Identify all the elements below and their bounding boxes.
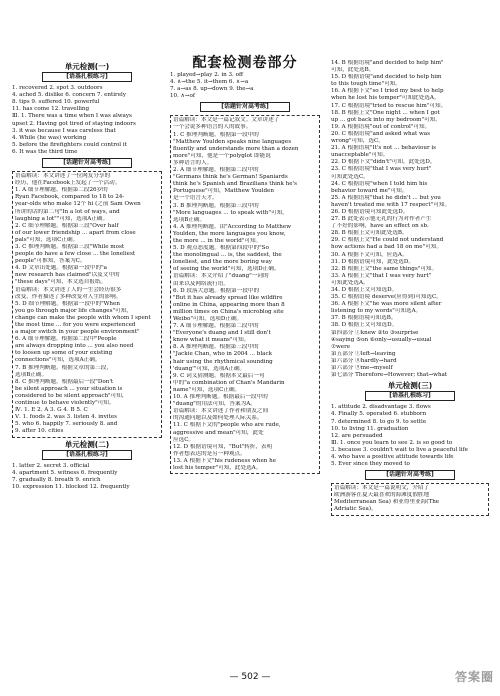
text-line: 26. D 根据语境可知此处选D。 [331, 208, 409, 215]
text-line: up ... got back into my bedroom"可知。 [331, 116, 441, 123]
section-header-vocab: [语基扎根练习] [42, 72, 132, 82]
section-header-vocab-3: [语基扎根练习] [365, 391, 455, 401]
text-line: Ⅳ. 1. E 2. A 3. G 4. B 5. C [15, 407, 88, 414]
text-line: 29. C 根据上文"He could not understand [331, 237, 444, 244]
text-line: 2. C 细节理解题。根据第三段"Over half [15, 222, 119, 229]
section-header-practice: [话题针对高考练] [42, 158, 132, 168]
text-line: 10. A 推理判断题。根据最后一段中的 [173, 394, 268, 401]
text-line: "Everyone's duang and I still don't [173, 330, 271, 337]
text-line: online in China, appearing more than 8 [173, 301, 285, 308]
text-line: haven't treated me with 17 respect"可知。 [331, 201, 451, 208]
text-line: 经历，他在Facebook上发起了一个活动。 [15, 180, 121, 187]
text-line: 8. C 推理判断题。根据最后一段"Don't [15, 378, 114, 385]
text-line: aggressive and mean"可知，此处 [173, 429, 264, 436]
text-line: 31. D 根据语境可知，此处选D。 [331, 258, 414, 265]
text-line: Ⅲ. 1. once you learn to see 2. is so good to [331, 439, 453, 446]
text-line: 语篇解读：本文讲述了作者和朋友之间 [173, 408, 269, 415]
text-line: the most time ... for you were experienced [15, 322, 136, 328]
text-line: new research has claimed"以及文中的 [15, 272, 120, 279]
text-line: 'duang'"可知，选项A正确。 [173, 365, 246, 372]
text-line: 可知此处选C。 [331, 173, 369, 180]
vocab-block-1 [12, 85, 162, 156]
text-line: 8. tips 9. suffered 10. powerful [12, 99, 100, 106]
text-line: upset 2. Having got tired of staying indoors [12, 120, 136, 127]
text-line: 32. B 根据上文"the same things"可知。 [331, 265, 438, 272]
text-line: 19. A 根据语境"out of control"可知。 [331, 123, 431, 130]
text-line: 1. attitude 2. disadvantage 3. flows [331, 404, 431, 411]
text-line: 24. C 根据语境"when I told him his [331, 180, 428, 187]
unit-title-2: 单元检测(二) [64, 439, 110, 449]
passage-block-1 [12, 171, 162, 437]
text-line: 7. gradually 8. breath 9. enrich [12, 476, 101, 483]
text-line: are always dropping into ... you also need [15, 343, 134, 350]
text-line: be silent approach ... your situation is [15, 385, 123, 392]
text-line: 36. A 根据下文"he was more silent after [331, 301, 442, 308]
text-line: 20. C 根据语境"and asked what was [331, 130, 430, 137]
text-line: think he's Spanish and Brazilians think he's [173, 181, 297, 188]
text-line: Mediterranean Sea) 和亚得里亚海(The [334, 499, 440, 506]
text-line: 选项B正确。 [15, 371, 48, 378]
text-line: 22. D 根据下文"didn't"可知，此处选D。 [331, 159, 436, 166]
text-line: "But it has already spread like wildfire [173, 294, 283, 301]
text-line: 10. expression 11. blocked 12. frequently [12, 483, 130, 490]
text-line: unacceptable"可知。 [331, 152, 389, 159]
text-line: 4. who have a positive attitude towards life [331, 453, 454, 460]
text-line: 1. recovered 2. spot 3. outdoors [12, 85, 103, 92]
text-line: 的沟通问题以及如何处理人际关系。 [173, 415, 263, 422]
text-line: Weibo"可知，选项D正确。 [173, 316, 243, 322]
text-line: change can make the people with whom I spent [15, 314, 151, 321]
text-line: 4. apartment 5. witness 6. frequently [12, 469, 118, 476]
text-line: 第七部分 Therefore→However; that→what [331, 372, 448, 379]
text-line: 33. A 根据上文"that I was very hurt" [331, 272, 432, 279]
text-line: 了不好的影响，have an effect on sb. [331, 223, 429, 230]
text-line: 语篇解读：本文介绍了"duang"一词的 [173, 273, 269, 280]
section-header-practice-mid: [话题针对高考练] [200, 102, 290, 112]
text-line: the more ... in the world"可知。 [173, 237, 262, 244]
text-line: 35. C 根据语境 deserve(应得到)可知选C。 [331, 294, 442, 301]
text-line: 5. who 6. happily 7. seriously 8. and [15, 421, 118, 428]
text-line: Youlden, the more languages you know, [173, 230, 286, 237]
text-line: 5. D 细节理解题。根据第一段中的"When [15, 300, 120, 307]
text-line: 是一个语言天才。 [173, 195, 218, 202]
text-line: 7. A 细节理解题。根据第二段中的 [173, 323, 259, 330]
text-line: 4. ∧→the 5. it→them 6. ∧→a [170, 79, 249, 86]
text-line: Portuguese"可知，Matthew Youlden [173, 188, 274, 195]
text-line: Adriatic Sea)。 [334, 506, 377, 513]
text-line: 1. latter 2. secret 3. official [12, 462, 90, 469]
text-line: 9. C 词义猜测题。根据本文最后一句 [173, 372, 265, 379]
text-line: considered to be silent approach"可知， [15, 392, 128, 399]
text-line: you go through major life changes"可知， [15, 307, 132, 314]
text-line: know what it means"可知。 [173, 337, 250, 344]
text-line: lost his temper"可知，此处选A。 [173, 464, 262, 471]
text-line: 6. It was the third time [12, 148, 78, 155]
text-line: "these days"可知，本文选自报纸。 [15, 279, 107, 286]
page-number: — 502 — [229, 672, 271, 682]
text-line: 1. C 推理判断题。根据第一段中的 [173, 131, 259, 138]
text-line: pals"可知，选项C正确。 [15, 236, 79, 243]
text-line: "duang"的用法可知，答案为A。 [173, 401, 256, 408]
text-line: "Germans think he's German! Spaniards [173, 174, 288, 181]
text-line: 欧洲游客在夏天最喜欢的海滩度假胜地 [334, 492, 430, 499]
text-line: name"可知，选项C正确。 [173, 386, 241, 393]
right-top-block [331, 60, 489, 379]
text-line: 5. Ever since they moved to [331, 461, 410, 468]
text-line: 3. B 推理判断题。根据第三段中的 [173, 202, 259, 209]
text-line: laughing a lot""可知，选项A正确。 [15, 215, 109, 222]
text-line: 7. B 推理判断题。根据文章的第三段， [15, 364, 112, 371]
text-line: 6. D 段落大意题。根据第一段中的 [173, 287, 260, 294]
text-line: of seeing the world"可知，选项D正确。 [173, 266, 280, 273]
text-line: 23. C 根据语境"that I was very hurt" [331, 166, 432, 173]
text-line: 30. A 根据下文可知，应选A。 [331, 251, 408, 258]
text-line: 27. B 此处表示他无礼的行为对作者产生 [331, 216, 432, 223]
text-line: loneliest, and the more boring way [173, 259, 272, 266]
text-line: 可知此处选A。 [331, 279, 369, 286]
text-line: 5. D 观点态度题。根据第四段中的"So [173, 245, 269, 252]
text-line: of our lower friendship ... apart from close [15, 229, 136, 236]
text-line: 37. B 根据语境可知选B。 [331, 315, 397, 322]
passage-block-mid [170, 115, 320, 474]
text-line: 语篇解读：本文是一篇记叙文。文章讲述了 [173, 117, 280, 124]
text-line: 多种语言的人。 [173, 159, 213, 166]
text-line: "Jackie Chan, who in 2004 ... black [173, 351, 272, 358]
text-line: 第五部分 ①left→leaving [331, 350, 396, 357]
text-line: Ⅲ. 1. There was a time when I was always [12, 113, 132, 120]
column-middle [170, 72, 320, 668]
column-left [12, 60, 162, 668]
text-line: 28. B 根据上文可知此处选B。 [331, 230, 408, 237]
text-line: "More languages ... to speak with"可知， [173, 209, 288, 216]
text-line: 所讲的话的第二句"In a lot of ways, and [15, 208, 120, 215]
unit-title-3: 单元检测(三) [387, 381, 433, 391]
text-line: 改变，作者描述了多种改变对人生的影响。 [15, 293, 122, 300]
text-line: "Matthew Youlden speaks nine languages [173, 138, 292, 145]
text-line: 3. it was because I was careless that [12, 127, 116, 134]
text-line: 13. A 根据下文"his rudeness when he [173, 457, 277, 464]
text-line: listening to my words"可知选A。 [331, 308, 422, 315]
text-line: 7. a→as 8. up→down 9. the→a [170, 86, 254, 93]
text-line: 3. because 3. couldn't wait to live a peaceful life [331, 446, 468, 453]
text-line: 中的"a combination of Chan's Mandarin [173, 379, 285, 386]
text-line: to this tough time"可知。 [331, 81, 401, 88]
text-line: 语篇解读：本文是一篇说明文，介绍了 [334, 485, 430, 492]
text-line: Ⅴ. 1. foods 2. was 3. listen 4. invites [15, 414, 118, 421]
text-line: 11. C 根据下文的"people who are rude, [173, 422, 281, 429]
column-right [331, 60, 489, 668]
text-line: 21. A 根据语境"It's not ... behaviour is [331, 145, 437, 152]
text-line: when he lost his temper"可知此处选A。 [331, 95, 440, 102]
text-line: wrong"可知，选C。 [331, 138, 384, 145]
watermark-logo: 答案圈 [454, 670, 494, 684]
text-line: more"可知，他是一个polyglot 即能说 [173, 152, 271, 159]
text-line: 语篇解读：本文讲述了一位网友分享的 [15, 173, 111, 180]
text-line: 3. C 推理判断题。根据第三段"While most [15, 243, 125, 250]
text-line: 第六部分 ⑨me→myself [331, 365, 393, 372]
text-line: 第四部分 ①knew ②to ③surprise [331, 329, 419, 336]
text-line: 选项B正确。 [173, 216, 206, 223]
text-line: 6. A 细节理解题。根据第二段中"People [15, 336, 117, 343]
text-line: behavior toward me"可知。 [331, 187, 408, 194]
text-line: ④saying ⑤on ⑥only→usually→usual [331, 336, 432, 343]
text-line: 12. are persuaded [331, 432, 383, 439]
text-line: 应选C。 [173, 436, 195, 443]
text-line: 5. before the firefighters could control it [12, 141, 127, 148]
text-line: million times on China's microblog site [173, 308, 284, 315]
text-line: 9. after 10. cities [15, 428, 64, 435]
text-line: a major switch in your people environment" [15, 329, 140, 336]
text-line: 17. C 根据语境"tried to rescue him"可知。 [331, 102, 447, 109]
unit-title-1: 单元检测(一) [64, 62, 110, 71]
section-header-practice-3: [话题针对高考练] [365, 470, 455, 480]
text-line: connections"可知，选项A正确。 [15, 357, 101, 364]
text-line: 16. A 根据下文"so I tried my best to help [331, 88, 444, 95]
text-line: 4. ached 5. dislike 6. concern 7. entirely [12, 92, 126, 99]
text-line: 11. has come 12. travelling [12, 106, 90, 113]
text-line: 语篇解读：本文讲述了人的一生会经历很多 [15, 286, 122, 293]
text-line: 7. determined 8. to go 9. to settle [331, 418, 427, 425]
vocab-block-2 [12, 463, 162, 491]
text-line: 14. B 根据语境"and decided to help him" [331, 60, 444, 66]
text-line: continue to behave violently"可知。 [15, 400, 115, 407]
middle-top-block [170, 72, 320, 100]
text-line: 2. A 细节理解题。根据第二段中的 [173, 167, 259, 174]
text-line: 4. While (he was) working [12, 134, 87, 141]
text-line: people"可推知，答案为C。 [15, 258, 86, 265]
text-line: how actions had a bad 18 on me"可知。 [331, 244, 442, 251]
text-line: 1. played→play 2. in 3. off [170, 72, 243, 78]
text-line: 可知，此处选B。 [331, 67, 375, 74]
vocab-block-3 [331, 404, 489, 468]
text-line: 一个会说多种语言的人的故事。 [173, 124, 252, 131]
text-line: 38. D 根据上文可知选D。 [331, 322, 398, 329]
text-line: 4. A 推理判断题。由"According to Matthew [173, 223, 291, 230]
text-line: 18. B 根据上文"One night ... when I got [331, 109, 440, 116]
text-line: 34. D 根据上文可知选D。 [331, 287, 398, 293]
text-line: people do have a few close ... the loneliest [15, 251, 136, 258]
text-line: the monolingual ... is, the saddest, the [173, 252, 282, 259]
text-line: 8. A 推理判断题。根据第三段中的 [173, 344, 259, 351]
text-line: 10. ∧→of [170, 93, 195, 100]
text-line: 作者想表达的是另一种观点。 [173, 450, 246, 457]
text-line: Ryan Facebook, compared to 18 to 24- [15, 194, 125, 201]
text-line: year-olds who make 12个 hi (之前 Sam Owen [15, 201, 141, 208]
passage-block-3 [331, 483, 489, 515]
text-line: 4. Finally 5. operated 6. stubborn [331, 411, 427, 418]
text-line: hair using the rhythmical sounding [173, 358, 273, 365]
text-line: 1. A 细节理解题。根据第二段26岁的 [15, 187, 108, 194]
section-header-vocab-2: [语基扎根练习] [42, 450, 132, 460]
text-line: to loosen up some of your existing [15, 350, 113, 357]
text-line: 由来以及网络流行语。 [173, 280, 229, 287]
text-line: 12. D 根据语境可知，"But"转折，表明 [173, 443, 273, 450]
text-line: 4. D 文章出处题。根据第一段中的"a [15, 265, 108, 272]
text-line: fluently and understands more than a dozen [173, 145, 299, 152]
text-line: ⑦were [331, 343, 351, 350]
text-line: 25. A 根据语境"that he didn't ... but you [331, 194, 441, 201]
text-line: 10. to living 11. graduation [331, 425, 409, 432]
text-line: 第六部分 ⑧hardly→hard [331, 357, 397, 364]
page-title: 配套检测卷部分 [192, 55, 298, 71]
text-line: 15. D 根据语境"and decided to help him [331, 74, 442, 81]
